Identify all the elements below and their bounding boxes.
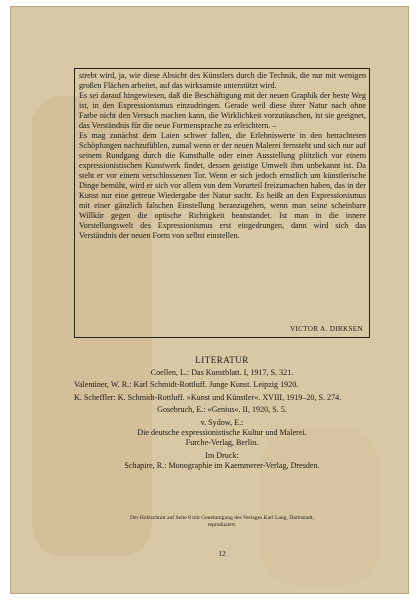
literature-entry: K. Scheffler: K. Schmidt-Rottluff. »Kunst und Künstler«. XVIII, 1919–20, S. 274. bbox=[74, 392, 342, 402]
text-frame bbox=[74, 68, 370, 338]
paragraph: Es sei darauf hingewiesen, daß die Beschäftigung mit der neuen Graphik der beste Weg ist, in den Expressionismus einzudringen. Gerade weil diese ihrer Natur nach ohne Farbe nicht den Versuch machen kann, die Wirklichkeit vorzutäuschen, ist sie geeignet, das Verständnis für die neue Formensprache zu erleichtern. – bbox=[79, 91, 366, 130]
literature-entry: Coellen, L.: Das Kunstblatt. I, 1917, S. 321. bbox=[150, 368, 294, 377]
literature-entry-sydow-title: Die deutsche expressionistische Kultur und Malerei. bbox=[137, 428, 307, 438]
page-number: 12 bbox=[218, 549, 226, 558]
literature-entry-sydow-author: v. Sydow, E.: bbox=[200, 417, 244, 427]
author-signature: VICTOR A. DIRKSEN bbox=[289, 325, 363, 333]
literature-heading: LITERATUR bbox=[195, 355, 249, 365]
footnote-line: Der Holzschnitt auf Seite 8 mit Genehmigung des Verlages Karl Lang, Darmstadt, bbox=[130, 515, 314, 521]
footnote-line: reproduziert. bbox=[207, 522, 237, 528]
page-content bbox=[74, 68, 370, 591]
literature-list bbox=[74, 368, 370, 472]
paragraph: strebt wird, ja, wie diese Absicht des Künstlers durch die Technik, die nur mit wenigen großen Flächen arbeitet, auf das wirksamste unterstützt wird. bbox=[79, 71, 366, 90]
in-print-entry: Schapire, R.: Monographie im Kaemmerer-Verlag, Dresden. bbox=[124, 461, 320, 471]
literature-entry-sydow-publisher: Furche-Verlag, Berlin. bbox=[185, 438, 259, 448]
literature-entry: Gosebruch, E.: »Genius«. II, 1920, S. 5. bbox=[157, 405, 287, 415]
in-print-label: Im Druck: bbox=[205, 450, 239, 460]
literature-entry: Valentiner, W. R.: Karl Schmidt-Rottluff. Junge Kunst. Leipzig 1920. bbox=[74, 380, 299, 390]
paper-sheet bbox=[10, 6, 409, 594]
paragraph: Es mag zunächst dem Laien schwer fallen, die Erlebniswerte in den betrachteten Schöpfungen nachzufühlen, zumal wenn er der neuen Malerei fernsteht und sich nur auf seinem Rundgang durch die Kunsthalle oder einer Ausstellung plötzlich vor einem expressionistischen Kunstwerk findet, dessen geistige Umwelt ihm unbekannt ist. Da steht er vor einem verschlossenen Tor. Wenn er sich jedoch ernstlich um künstlerische Dinge bemüht, wird er sich vor allem von dem Vorurteil freizumachen haben, das in der Kunst nur eine getreue Wiedergabe der Natur sucht. Es heißt an den Expressionismus mit einer gänzlich falschen Einstellung heranzugehen, wenn man seine scheinbare Willkür gegen die optische Richtigkeit beanstandet. Ist man in die innere Vorstellungswelt des Expressionismus erst eingedrungen, dann wird sich das Verständnis der neuen Form von selbst einstellen. bbox=[79, 131, 366, 240]
article-body bbox=[79, 71, 366, 241]
woodcut-footnote bbox=[74, 515, 370, 529]
